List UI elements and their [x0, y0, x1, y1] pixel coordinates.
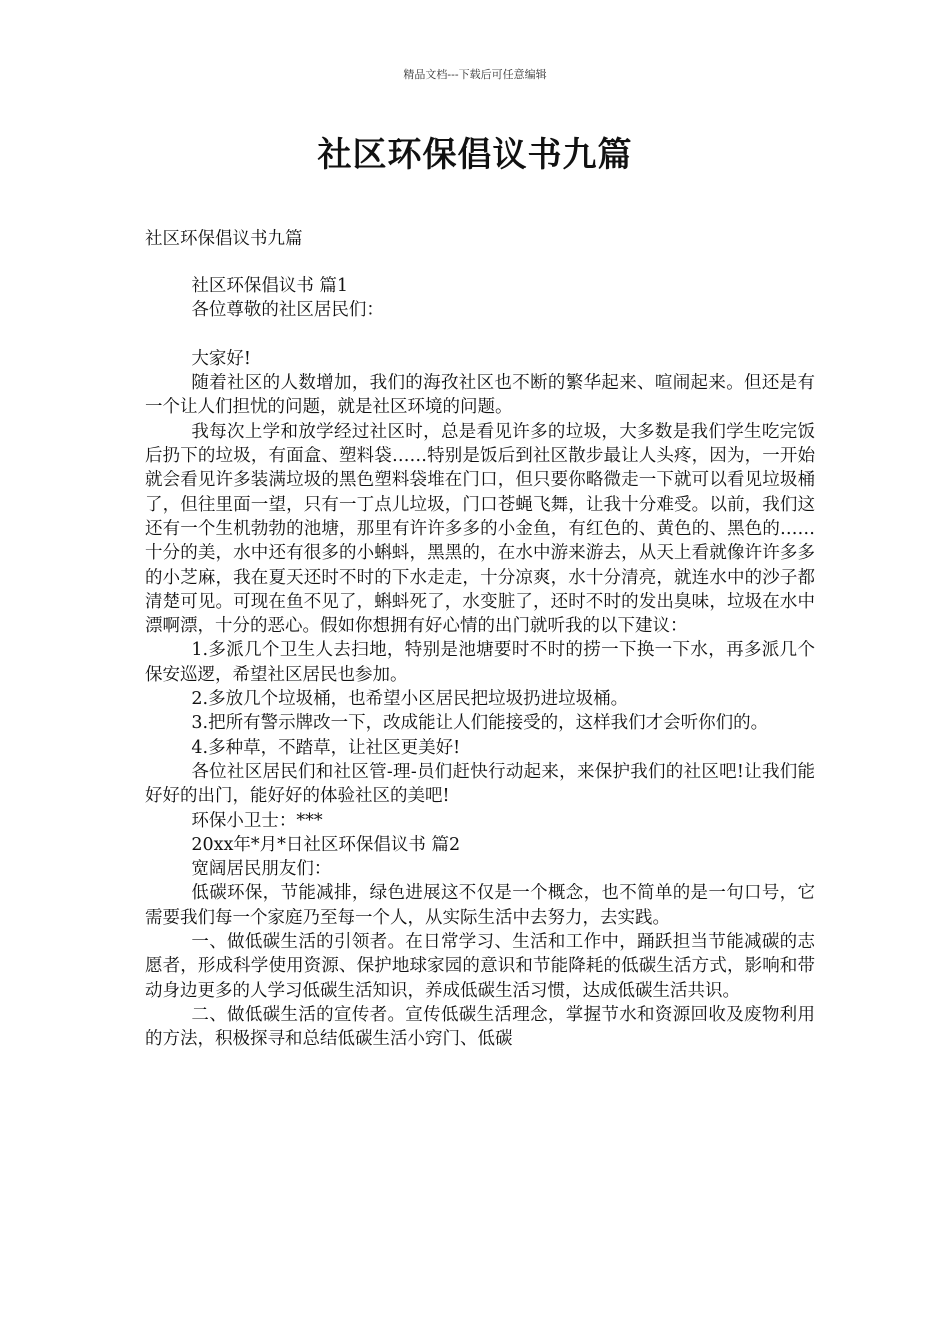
section-heading: 社区环保倡议书 篇1 — [191, 276, 349, 296]
paragraph: 一、做低碳生活的引领者。在日常学习、生活和工作中，踊跃担当节能减碳的志愿者，形成科学使用资源、保护地球家园的意识和节能降耗的低碳生活方式，影响和带动身边更多的人学习低碳生活知识，养成低碳生活习惯，达成低碳生活共识。 — [145, 932, 815, 1001]
paragraph: 我每次上学和放学经过社区时，总是看见许多的垃圾，大多数是我们学生吃完饭后扔下的垃圾，有面盒、塑料袋……特别是饭后到社区散步最让人头疼，因为，一开始就会看见许多装满垃圾的黑色塑料袋堆在门口，但只要你略微走一下就可以看见垃圾桶了，但往里面一望，只有一丁点儿垃圾，门口苍蝇飞舞，让我十分难受。以前，我们这还有一个生机勃勃的池塘，那里有许许多多的小金鱼，有红色的、黄色的、黑色的……十分的美，水中还有很多的小蝌蚪，黑黑的，在水中游来游去，从天上看就像许许多多的小芝麻，我在夏天还时不时的下水走走，十分凉爽，水十分清亮，就连水中的沙子都清楚可见。可现在鱼不见了，蝌蚪死了，水变脏了，还时不时的发出臭味，垃圾在水中漂啊漂，十分的恶心。假如你想拥有好心情的出门就听我的以下建议： — [145, 421, 815, 637]
list-item: 1.多派几个卫生人去扫地，特别是池塘要时不时的捞一下换一下水，再多派几个保安巡逻，希望社区居民也参加。 — [145, 640, 815, 685]
paragraph: 各位社区居民们和社区管-理-员们赶快行动起来，来保护我们的社区吧!让我们能好好的出门，能好好的体验社区的美吧! — [145, 761, 815, 807]
salutation: 各位尊敬的社区居民们： — [191, 300, 384, 321]
salutation: 宽阔居民朋友们： — [191, 859, 332, 880]
signature: 环保小卫士：*** — [191, 810, 323, 831]
paragraph: 随着社区的人数增加，我们的海孜社区也不断的繁华起来、喧闹起来。但还是有一个让人们担忧的问题，就是社区环境的问题。 — [145, 373, 815, 418]
document-body — [145, 274, 815, 1052]
blank-line — [145, 323, 815, 347]
list-item: 4.多种草，不踏草，让社区更美好! — [191, 737, 461, 758]
document-title: 社区环保倡议书九篇 — [317, 135, 633, 175]
list-item: 3.把所有警示牌改一下，改成能让人们能接受的，这样我们才会听你们的。 — [191, 713, 769, 734]
greeting: 大家好! — [191, 348, 251, 369]
header-note: 精品文档---下载后可任意编辑 — [403, 68, 547, 81]
document-subtitle: 社区环保倡议书九篇 — [145, 229, 303, 249]
paragraph: 低碳环保，节能减排，绿色进展这不仅是一个概念，也不简单的是一句口号，它需要我们每一个家庭乃至每一个人，从实际生活中去努力，去实践。 — [145, 883, 815, 928]
paragraph: 二、做低碳生活的宣传者。宣传低碳生活理念，掌握节水和资源回收及废物利用的方法，积极探寻和总结低碳生活小窍门、低碳 — [145, 1004, 815, 1050]
section-heading: 20xx年*月*日社区环保倡议书 篇2 — [191, 834, 461, 855]
list-item: 2.多放几个垃圾桶，也希望小区居民把垃圾扔进垃圾桶。 — [191, 689, 629, 710]
